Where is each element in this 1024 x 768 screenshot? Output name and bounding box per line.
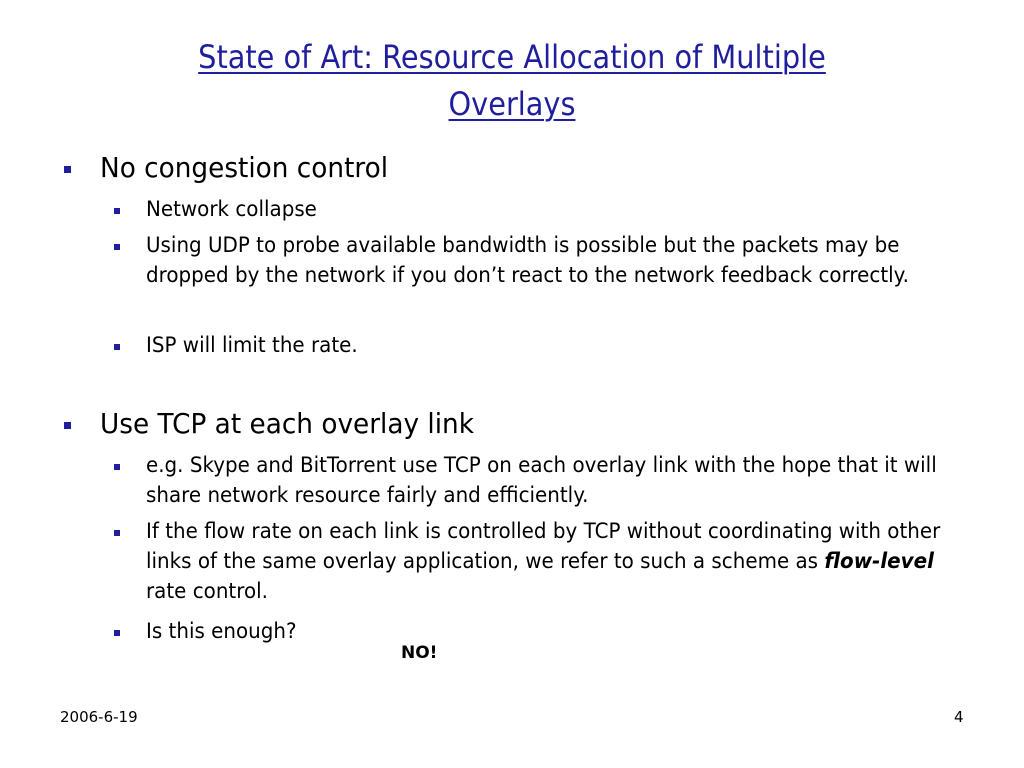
section-heading: Use TCP at each overlay link [100, 407, 474, 440]
bullet-square-icon [64, 166, 71, 173]
footer-date: 2006-6-19 [60, 708, 138, 726]
bullet-square-icon [64, 422, 71, 429]
slide-title: State of Art: Resource Allocation of Multiple Overlays [198, 38, 826, 123]
list-item: Network collapse [146, 197, 317, 222]
list-item-text: rate control. [146, 579, 268, 604]
sub-bullet-square-icon [114, 464, 120, 470]
sub-bullet-square-icon [114, 530, 120, 536]
list-item: e.g. Skype and BitTorrent use TCP on each overlay link with the hope that it will share network resource fairly and efficiently. [146, 453, 937, 508]
list-item: Is this enough? [146, 619, 297, 644]
page-number: 4 [954, 708, 964, 726]
sub-bullet-square-icon [114, 208, 120, 214]
answer-callout: NO! [401, 643, 438, 663]
sub-bullet-square-icon [114, 630, 120, 636]
list-item-text: If the flow rate on each link is controlled by TCP without coordinating with other links of the same overlay application, we refer to such a scheme as [146, 519, 941, 574]
list-item: ISP will limit the rate. [146, 333, 358, 358]
list-item: Using UDP to probe available bandwidth is possible but the packets may be dropped by the network if you don’t react to the network feedback correctly. [146, 233, 909, 288]
emphasis-text: flow-level [824, 549, 934, 574]
list-item [146, 517, 960, 607]
sub-bullet-square-icon [114, 244, 120, 250]
section-heading: No congestion control [100, 151, 389, 184]
sub-bullet-square-icon [114, 344, 120, 350]
